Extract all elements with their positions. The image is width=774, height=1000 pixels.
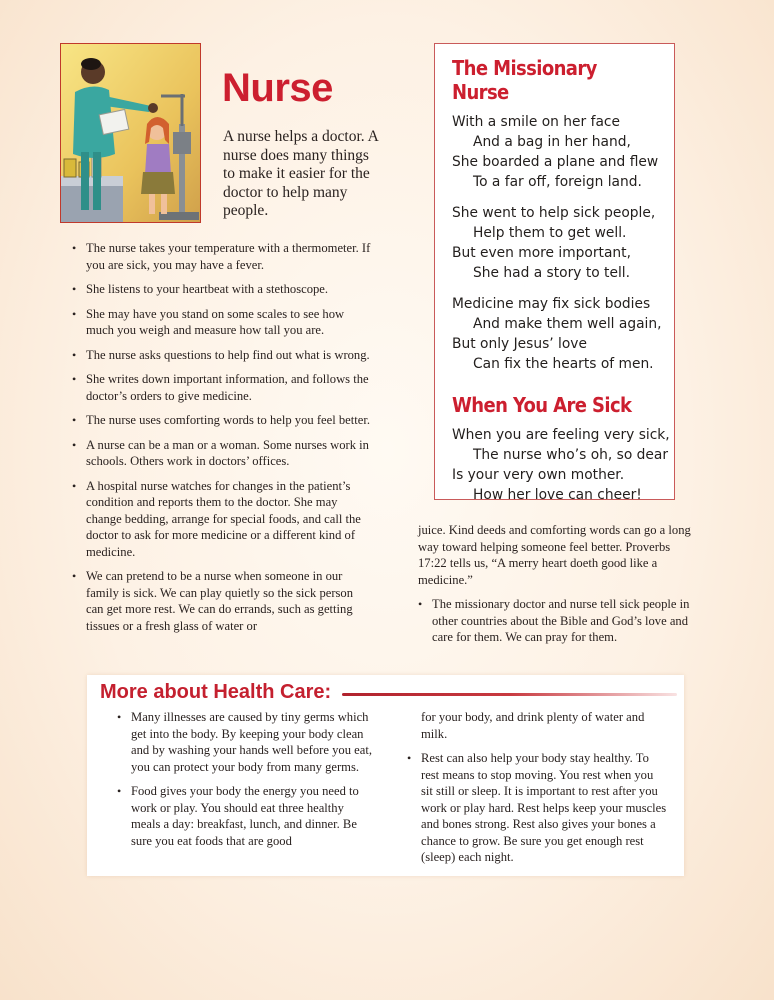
poem-line: Medicine may fix sick bodies [452, 296, 651, 312]
health-list-left [117, 709, 372, 857]
poem-line: To a far off, foreign land. [473, 174, 642, 190]
poem-line: How her love can cheer! [473, 487, 642, 503]
nurse-facts-list [72, 240, 372, 642]
list-item: • A hospital nurse watches for changes in the patient’s condition and reports them to the doctor. She may change bedding, arrange for special foods, and call the doctor to ask for more medicine or a different kind of medicine. [72, 478, 372, 561]
right-column-continuation [418, 522, 698, 654]
poem-title: The Missionary Nurse [452, 56, 597, 104]
list-item: • She writes down important information, and follows the doctor’s orders to give medicine. [72, 371, 372, 404]
list-item: • The nurse asks questions to help find out what is wrong. [72, 347, 372, 364]
list-item: • She may have you stand on some scales to see how much you weigh and measure how tall you are. [72, 306, 372, 339]
poem-stanza [452, 203, 658, 283]
list-item: • She listens to your heartbeat with a stethoscope. [72, 281, 372, 298]
continued-paragraph: for your body, and drink plenty of water and milk. [421, 710, 645, 741]
continued-paragraph: juice. Kind deeds and comforting words can go a long way toward helping someone feel better. Proverbs 17:22 tells us, “A merry heart doeth good like a medicine.” [418, 523, 691, 587]
poem-line: When you are feeling very sick, [452, 427, 670, 443]
poem-box [434, 43, 675, 503]
list-item: • The nurse uses comforting words to help you feel better. [72, 412, 372, 429]
poem-line: Is your very own mother. [452, 467, 625, 483]
poem-line: Can fix the hearts of men. [473, 356, 654, 372]
poem-line: And make them well again, [473, 316, 662, 332]
poem-stanza [452, 112, 658, 192]
list-item: • A nurse can be a man or a woman. Some nurses work in schools. Others work in doctors’ offices. [72, 437, 372, 470]
poem-line: Help them to get well. [473, 225, 627, 241]
title-divider [342, 693, 677, 696]
missionary-list [418, 596, 698, 646]
rest-list [407, 750, 667, 866]
list-item: • We can pretend to be a nurse when someone in our family is sick. We can play quietly so the sick person can get more rest. We can do errands, such as getting tissues or a fresh glass of water or [72, 568, 372, 634]
health-care-title: More about Health Care: [100, 681, 332, 703]
poem-line: But even more important, [452, 245, 631, 261]
list-item: • Rest can also help your body stay healthy. To rest means to stop moving. You rest when you sit still or sleep. It is important to rest after you work or play hard. Rest helps keep your muscles and bones strong. Rest also gives your bones a chance to grow. Be sure you get enough rest (sleep) each night. [407, 750, 667, 866]
health-list-right [407, 709, 667, 874]
list-item: • The missionary doctor and nurse tell sick people in other countries about the Bible and God’s love and care for them. We can pray for them. [418, 596, 698, 646]
poem-line: She went to help sick people, [452, 205, 656, 221]
poem-line: And a bag in her hand, [473, 134, 631, 150]
health-care-panel [87, 675, 684, 876]
page-title: Nurse [222, 66, 333, 110]
poem-stanza [452, 294, 662, 374]
poem-line: With a smile on her face [452, 114, 620, 130]
poem-line: The nurse who’s oh, so dear [473, 447, 669, 463]
poem-line: She had a story to tell. [473, 265, 631, 281]
list-item: • The nurse takes your temperature with a thermometer. If you are sick, you may have a fever. [72, 240, 372, 273]
poem-line: But only Jesus’ love [452, 336, 587, 352]
nurse-illustration [60, 43, 201, 223]
list-item: • Food gives your body the energy you need to work or play. You should eat three healthy meals a day: breakfast, lunch, and dinner. Be sure you eat foods that are good [117, 783, 372, 849]
list-item: • Many illnesses are caused by tiny germs which get into the body. By keeping your body clean and by washing your hands well before you eat, you can protect your body from many germs. [117, 709, 372, 775]
intro-paragraph: A nurse helps a doctor. A nurse does many things to make it easier for the doctor to help many people. [223, 128, 378, 219]
poem-line: She boarded a plane and flew [452, 154, 659, 170]
poem-stanza [452, 425, 670, 505]
poem-title: When You Are Sick [452, 393, 632, 417]
